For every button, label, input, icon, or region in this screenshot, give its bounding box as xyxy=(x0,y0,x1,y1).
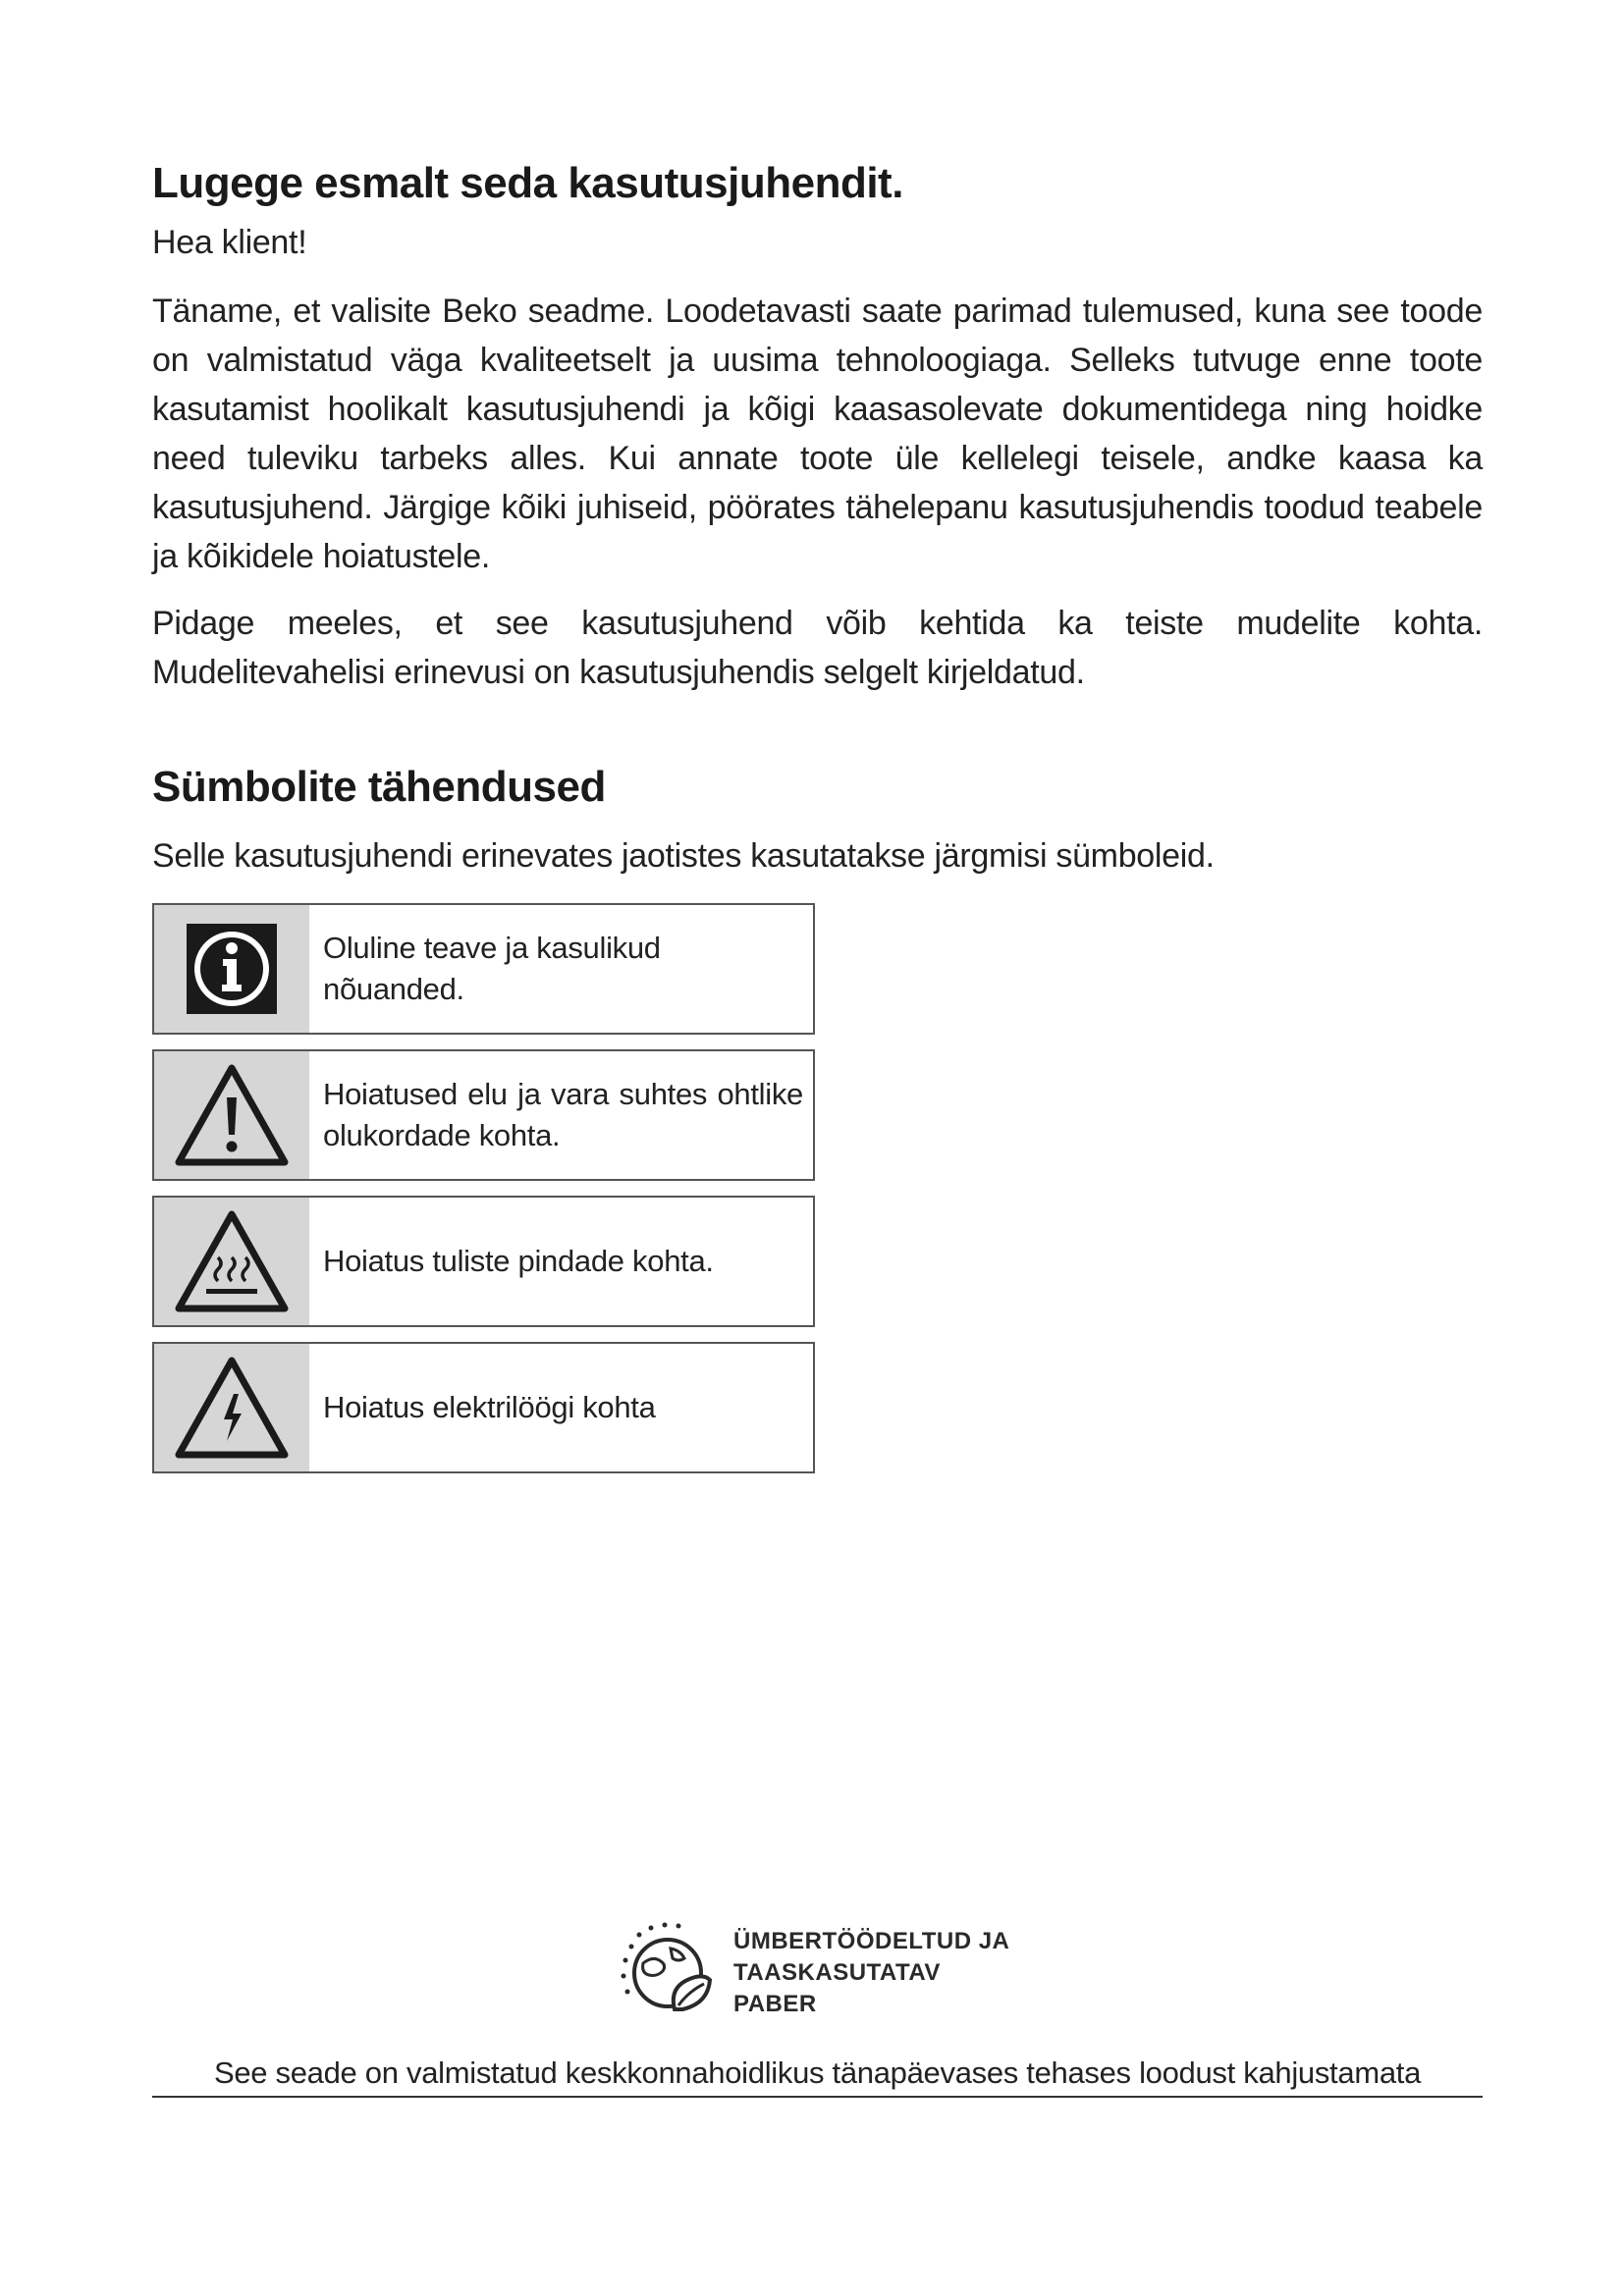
recycled-globe-leaf-icon xyxy=(614,1919,722,2027)
symbol-text xyxy=(309,1051,813,1179)
footer-statement: See seade on valmistatud keskkonnahoidlikus tänapäevases tehases loodust kahjustamata xyxy=(213,2056,1422,2090)
symbols-intro: Selle kasutusjuhendi erinevates jaotistes kasutatakse järgmisi sümboleid. xyxy=(152,837,1215,875)
symbol-text: Hoiatus tuliste pindade kohta. xyxy=(323,1244,714,1278)
electric-shock-icon xyxy=(154,1344,309,1471)
symbols-section xyxy=(152,761,1483,881)
intro-heading: Lugege esmalt seda kasutusjuhendit. xyxy=(152,159,903,207)
hot-surface-icon xyxy=(154,1198,309,1325)
document-page xyxy=(152,157,1483,1424)
symbol-row-warning xyxy=(152,1049,815,1181)
logo-line-3: PABER xyxy=(733,1991,817,2017)
recycled-paper-logo xyxy=(614,1919,1009,2027)
symbol-row-info xyxy=(152,903,815,1035)
intro-paragraph-2: Pidage meeles, et see kasutusjuhend võib kehtida ka teiste mudelite kohta. Mudelitevahelisi erinevusi on kasutusjuhendis selgelt kirjeldatud. xyxy=(152,605,1483,691)
symbol-text: Oluline teave ja kasulikud nõuanded. xyxy=(323,931,661,1006)
symbols-table xyxy=(152,903,817,1488)
footer-divider xyxy=(152,2096,1483,2098)
symbol-row-electric-shock xyxy=(152,1342,815,1473)
symbols-heading: Sümbolite tähendused xyxy=(152,763,606,811)
logo-line-1: ÜMBERTÖÖDELTUD JA xyxy=(733,1928,1010,1954)
warning-icon xyxy=(154,1051,309,1179)
intro-paragraph-1: Täname, et valisite Beko seadme. Loodetavasti saate parimad tulemused, kuna see toode on valmistatud väga kvaliteetselt ja uusima tehnoloogiaga. Selleks tutvuge enne toote kasutamist hoolikalt kasutusjuhendi ja kõigi kaasasolevate dokumentidega ning hoidke need tuleviku tarbeks alles. Kui annate toote üle kellelegi teisele, andke kaasa ka kasutusjuhend. Järgige kõiki juhiseid, pöörates tähelepanu kasutusjuhendis toodud teabele ja kõikidele hoiatustele. xyxy=(152,293,1483,575)
logo-line-2: TAASKASUTATAV xyxy=(733,1959,941,1986)
greeting: Hea klient! xyxy=(152,224,307,261)
symbol-text-value: Hoiatused elu ja vara suhtes ohtlike olukordade kohta. xyxy=(323,1077,803,1152)
logo-text xyxy=(733,1926,1009,2020)
info-icon xyxy=(154,905,309,1033)
symbol-row-hot-surface xyxy=(152,1196,815,1327)
symbol-text: Hoiatus elektrilöögi kohta xyxy=(323,1390,656,1424)
